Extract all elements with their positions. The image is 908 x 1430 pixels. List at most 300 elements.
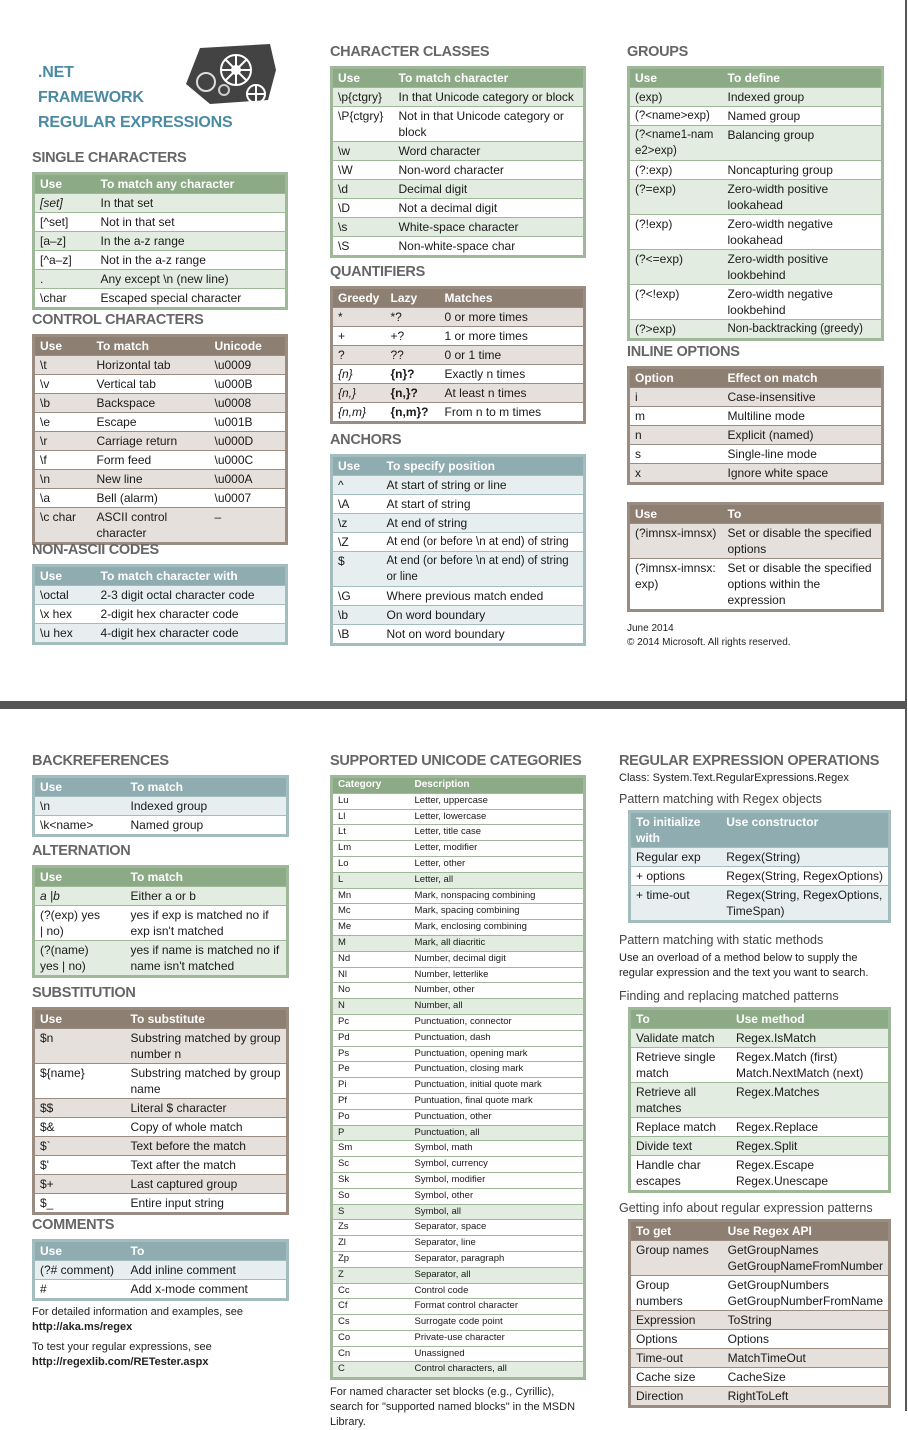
unicode-categories-table (330, 775, 586, 1380)
cell-category: S (332, 1204, 410, 1220)
cell-api: GetGroupNames GetGroupNameFromNumber (723, 1241, 890, 1276)
col-header: To match (126, 867, 288, 887)
table-row (629, 215, 883, 250)
table-row (630, 1083, 890, 1118)
cell-use: [^a–z] (34, 251, 96, 270)
table-row (332, 1346, 585, 1362)
table-row (332, 625, 585, 645)
cell-greedy: {n,m} (332, 403, 386, 423)
cell-option: x (629, 464, 723, 484)
cell-description: Punctuation, all (410, 1125, 585, 1141)
cell-desc: Explicit (named) (723, 426, 883, 445)
col-header: Effect on match (723, 368, 883, 388)
cell-use: $' (34, 1156, 126, 1175)
section-character-classes (330, 44, 586, 258)
find-replace-table (628, 1007, 891, 1193)
cell-lazy: *? (386, 308, 440, 327)
section-title: BACKREFERENCES (32, 753, 169, 769)
non-ascii-codes-table (32, 564, 288, 645)
cell-use: \a (34, 489, 92, 508)
cell-use: \r (34, 432, 92, 451)
table-row (332, 967, 585, 983)
cell-category: Mc (332, 904, 410, 920)
cell-description: Letter, uppercase (410, 793, 585, 809)
cell-use: [^set] (34, 213, 96, 232)
table-row (332, 1030, 585, 1046)
cell-lazy: {n,m}? (386, 403, 440, 423)
cell-use: \b (34, 394, 92, 413)
cell-use: \z (332, 514, 382, 533)
table-row (332, 142, 585, 161)
table-row (332, 935, 585, 951)
cell-desc: Balancing group (723, 126, 883, 161)
cell-desc: Entire input string (126, 1194, 288, 1214)
cell-lazy: +? (386, 327, 440, 346)
cell-use: (?# comment) (34, 1261, 126, 1280)
table-row (332, 161, 585, 180)
cell-description: Puntuation, final quote mark (410, 1093, 585, 1109)
table-row (332, 1078, 585, 1094)
cell-desc: At start of string (382, 495, 585, 514)
section-title: REGULAR EXPRESSION OPERATIONS (619, 753, 880, 769)
cell-use: (?=exp) (629, 180, 723, 215)
table-row (332, 384, 585, 403)
table-row (629, 285, 883, 320)
title-line-1: .NET (38, 64, 74, 81)
cell-description: Number, other (410, 983, 585, 999)
cell-to-get: Options (630, 1330, 723, 1349)
col-header: Use Regex API (723, 1221, 890, 1241)
section-backreferences (32, 753, 289, 837)
cell-category: M (332, 935, 410, 951)
cell-unicode: – (210, 508, 287, 544)
cell-use: \v (34, 375, 92, 394)
table-row (34, 251, 287, 270)
cell-description: Symbol, math (410, 1141, 585, 1157)
cell-category: Me (332, 920, 410, 936)
cell-category: Sc (332, 1157, 410, 1173)
cell-desc: Either a or b (126, 887, 288, 906)
cell-category: Sk (332, 1172, 410, 1188)
table-row (34, 1029, 288, 1064)
col-header: To match character with (96, 566, 287, 586)
cell-description: Letter, all (410, 872, 585, 888)
cell-desc: 0 or 1 time (440, 346, 585, 365)
cell-description: Mark, spacing combining (410, 904, 585, 920)
cell-use: \P{ctgry} (332, 107, 394, 142)
cell-desc: Zero-width positive lookbehind (723, 250, 883, 285)
cell-desc: Literal $ character (126, 1099, 288, 1118)
more-info-link[interactable]: http://aka.ms/regex (32, 1321, 133, 1333)
cell-to-get: Time-out (630, 1349, 723, 1368)
table-row (332, 1188, 585, 1204)
cell-use: \G (332, 587, 382, 606)
table-row (332, 365, 585, 384)
cell-unicode: \u0008 (210, 394, 287, 413)
cell-to-get: Direction (630, 1387, 723, 1407)
cell-description: Separator, paragraph (410, 1251, 585, 1267)
cell-desc: Bell (alarm) (92, 489, 210, 508)
col-header: To match (92, 336, 210, 356)
section-anchors (330, 432, 586, 646)
cell-use: \n (34, 470, 92, 489)
cell-desc: Where previous match ended (382, 587, 585, 606)
section-single-characters (32, 150, 288, 310)
cell-use: \c char (34, 508, 92, 544)
cell-unicode: \u000D (210, 432, 287, 451)
alternation-table (32, 865, 289, 978)
table-row (332, 809, 585, 825)
table-row (34, 1099, 288, 1118)
cell-description: Number, decimal digit (410, 951, 585, 967)
cell-use: $$ (34, 1099, 126, 1118)
table-row (332, 872, 585, 888)
table-row (332, 403, 585, 423)
footer-copyright: © 2014 Microsoft. All rights reserved. (627, 637, 791, 648)
cell-desc: In the a-z range (96, 232, 287, 251)
cell-use: \p{ctgry} (332, 88, 394, 107)
cell-use: \octal (34, 586, 96, 605)
table-row (332, 1220, 585, 1236)
col-header: Use (34, 1009, 126, 1029)
static-methods-text: Use an overload of a method below to supply the regular expression and the text you want to search. (619, 952, 869, 979)
cell-category: Zl (332, 1236, 410, 1252)
cell-use: (?>exp) (629, 320, 723, 340)
col-header: Lazy (386, 288, 440, 308)
cell-to-get: Group numbers (630, 1276, 723, 1311)
cell-use: (?:exp) (629, 161, 723, 180)
cell-use: (?imnsx-imnsx:exp) (629, 559, 723, 611)
table-row (332, 476, 585, 495)
cell-category: Pe (332, 1062, 410, 1078)
table-row (332, 1204, 585, 1220)
cell-category: Sm (332, 1141, 410, 1157)
table-row (629, 88, 883, 107)
cell-use: \A (332, 495, 382, 514)
cell-desc: New line (92, 470, 210, 489)
cell-desc: Named group (126, 816, 288, 836)
section-non-ascii-codes (32, 542, 288, 645)
table-row (630, 848, 890, 867)
section-operations (619, 753, 891, 1408)
cell-method: Regex.IsMatch (731, 1029, 890, 1048)
section-unicode-categories (330, 753, 586, 1430)
cell-use: (?(name) yes | no) (34, 941, 126, 977)
table-row (332, 1014, 585, 1030)
cell-greedy: * (332, 308, 386, 327)
cell-desc: Copy of whole match (126, 1118, 288, 1137)
tester-link[interactable]: http://regexlib.com/RETester.aspx (32, 1356, 209, 1368)
cell-description: Letter, modifier (410, 841, 585, 857)
cell-api: Options (723, 1330, 890, 1349)
table-row (629, 407, 883, 426)
col-header: Use (629, 68, 723, 88)
cell-category: Nl (332, 967, 410, 983)
cell-desc: Any except \n (new line) (96, 270, 287, 289)
cell-api: CacheSize (723, 1368, 890, 1387)
col-header: Description (410, 777, 585, 794)
cell-use: (?<=exp) (629, 250, 723, 285)
table-row (34, 270, 287, 289)
cell-use: ^ (332, 476, 382, 495)
cell-use: [a–z] (34, 232, 96, 251)
col-header: Use (629, 504, 723, 524)
cell-desc: In that Unicode category or block (394, 88, 585, 107)
cell-category: Ps (332, 1046, 410, 1062)
table-row (34, 451, 287, 470)
subsection-title: Pattern matching with Regex objects (619, 792, 822, 806)
cell-desc: yes if name is matched no if name isn't matched (126, 941, 288, 977)
cell-desc: Carriage return (92, 432, 210, 451)
cell-method: Regex.Match (first) Match.NextMatch (next) (731, 1048, 890, 1083)
table-row (332, 1315, 585, 1331)
inline-options-table (627, 366, 884, 485)
cell-desc: Escape (92, 413, 210, 432)
cell-unicode: \u000C (210, 451, 287, 470)
section-control-characters (32, 312, 288, 545)
cell-use: \b (332, 606, 382, 625)
cell-use: (?<name1-name2>exp) (629, 126, 723, 161)
substitution-table (32, 1007, 289, 1215)
table-row (332, 552, 585, 587)
cell-desc: Single-line mode (723, 445, 883, 464)
cell-greedy: {n,} (332, 384, 386, 403)
table-row (332, 514, 585, 533)
table-row (332, 1330, 585, 1346)
table-row (630, 1137, 890, 1156)
cell-desc: Text after the match (126, 1156, 288, 1175)
section-title: CONTROL CHARACTERS (32, 312, 204, 328)
cell-desc: Indexed group (723, 88, 883, 107)
cell-lazy: ?? (386, 346, 440, 365)
cell-option: n (629, 426, 723, 445)
table-row (332, 1362, 585, 1379)
cell-option: s (629, 445, 723, 464)
table-row (34, 816, 288, 836)
col-header: To (723, 504, 883, 524)
cell-ctor: Regex(String, RegexOptions) (721, 867, 889, 886)
cell-desc: Named group (723, 107, 883, 126)
cell-use: \u hex (34, 624, 96, 644)
gears-icon (180, 40, 280, 112)
cell-category: Mn (332, 888, 410, 904)
cell-description: Symbol, currency (410, 1157, 585, 1173)
cell-description: Mark, enclosing combining (410, 920, 585, 936)
cell-desc: ASCII control character (92, 508, 210, 544)
cell-ctor: Regex(String) (721, 848, 889, 867)
control-characters-table (32, 334, 288, 545)
table-row (332, 951, 585, 967)
table-row (630, 1029, 890, 1048)
col-header: To define (723, 68, 883, 88)
cell-use: ${name} (34, 1064, 126, 1099)
cell-desc: Substring matched by group name (126, 1064, 288, 1099)
cell-desc: Vertical tab (92, 375, 210, 394)
cell-desc: Decimal digit (394, 180, 585, 199)
cell-use: \Z (332, 533, 382, 552)
anchors-table (330, 454, 586, 646)
table-row (332, 533, 585, 552)
table-row (34, 1156, 288, 1175)
cell-desc: Not in that set (96, 213, 287, 232)
table-row (630, 1118, 890, 1137)
col-header: To (630, 1009, 731, 1029)
cell-description: Symbol, all (410, 1204, 585, 1220)
cell-use: (?imnsx-imnsx) (629, 524, 723, 559)
cell-description: Control characters, all (410, 1362, 585, 1379)
cell-unicode: \u0009 (210, 356, 287, 375)
table-row (332, 1093, 585, 1109)
cell-description: Number, all (410, 999, 585, 1015)
table-row (630, 1241, 890, 1276)
table-row (629, 388, 883, 407)
table-row (332, 841, 585, 857)
cell-api: ToString (723, 1311, 890, 1330)
table-row (34, 797, 288, 816)
cell-desc: Zero-width negative lookahead (723, 215, 883, 250)
cell-desc: Add x-mode comment (126, 1280, 288, 1300)
cell-description: Private-use character (410, 1330, 585, 1346)
cell-desc: Substring matched by group number n (126, 1029, 288, 1064)
table-row (34, 1137, 288, 1156)
cell-use: \B (332, 625, 382, 645)
table-row (332, 904, 585, 920)
table-row (332, 606, 585, 625)
cell-description: Letter, lowercase (410, 809, 585, 825)
cell-desc: 1 or more times (440, 327, 585, 346)
cell-use: \e (34, 413, 92, 432)
table-row (630, 1349, 890, 1368)
table-row (630, 1368, 890, 1387)
cell-description: Punctuation, closing mark (410, 1062, 585, 1078)
table-row (630, 1311, 890, 1330)
cell-use: . (34, 270, 96, 289)
table-row (34, 887, 288, 906)
cell-use: $n (34, 1029, 126, 1064)
col-header: Use (332, 68, 394, 88)
cell-desc: Not a decimal digit (394, 199, 585, 218)
col-header: Option (629, 368, 723, 388)
cell-use: \S (332, 237, 394, 257)
table-row (34, 624, 287, 644)
cell-description: Punctuation, other (410, 1109, 585, 1125)
cell-desc: 4-digit hex character code (96, 624, 287, 644)
page-divider (0, 701, 906, 709)
cell-use: $` (34, 1137, 126, 1156)
col-header: Use (34, 777, 126, 797)
cell-to: Retrieve single match (630, 1048, 731, 1083)
col-header: Greedy (332, 288, 386, 308)
cell-desc: 2-digit hex character code (96, 605, 287, 624)
cell-desc: Noncapturing group (723, 161, 883, 180)
table-row (34, 941, 288, 977)
cell-desc: 2-3 digit octal character code (96, 586, 287, 605)
cell-desc: At end (or before \n at end) of string (382, 533, 585, 552)
cell-init: Regular exp (630, 848, 722, 867)
col-header: Use (34, 174, 96, 194)
cell-desc: Last captured group (126, 1175, 288, 1194)
cell-lazy: {n}? (386, 365, 440, 384)
footer-date: June 2014 (627, 623, 674, 634)
cell-category: Ll (332, 809, 410, 825)
table-row (332, 1046, 585, 1062)
cell-category: Lm (332, 841, 410, 857)
table-row (332, 1236, 585, 1252)
col-header: To initialize with (630, 812, 722, 848)
table-row (34, 289, 287, 309)
cell-description: Punctuation, opening mark (410, 1046, 585, 1062)
cell-desc: Ignore white space (723, 464, 883, 484)
cell-use: $ (332, 552, 382, 587)
table-row (332, 825, 585, 841)
table-row (34, 586, 287, 605)
col-header: To specify position (382, 456, 585, 476)
cell-use: $+ (34, 1175, 126, 1194)
cell-category: Cs (332, 1315, 410, 1331)
cell-use: (?!exp) (629, 215, 723, 250)
cell-greedy: + (332, 327, 386, 346)
table-row (332, 1062, 585, 1078)
subsection-title: Finding and replacing matched patterns (619, 989, 839, 1003)
section-title: NON-ASCII CODES (32, 542, 159, 558)
table-row (34, 1064, 288, 1099)
cell-description: Separator, all (410, 1267, 585, 1283)
cell-description: Letter, title case (410, 825, 585, 841)
regex-objects-table (628, 810, 891, 923)
col-header: Use (34, 566, 96, 586)
cell-desc: Exactly n times (440, 365, 585, 384)
table-row (629, 250, 883, 285)
cell-description: Separator, line (410, 1236, 585, 1252)
cell-desc: In that set (96, 194, 287, 213)
cell-description: Punctuation, dash (410, 1030, 585, 1046)
cell-category: C (332, 1362, 410, 1379)
table-row (332, 180, 585, 199)
section-comments (32, 1217, 289, 1370)
cell-to: Validate match (630, 1029, 731, 1048)
cell-desc: Add inline comment (126, 1261, 288, 1280)
comments-table (32, 1239, 289, 1301)
section-substitution (32, 985, 289, 1215)
cell-use: \f (34, 451, 92, 470)
table-row (34, 213, 287, 232)
cell-desc: Text before the match (126, 1137, 288, 1156)
table-row (34, 432, 287, 451)
cell-desc: Not in the a-z range (96, 251, 287, 270)
cell-to-get: Group names (630, 1241, 723, 1276)
cell-description: Mark, nonspacing combining (410, 888, 585, 904)
table-row (34, 1118, 288, 1137)
cell-category: P (332, 1125, 410, 1141)
col-header: To match character (394, 68, 585, 88)
cell-api: GetGroupNumbers GetGroupNumberFromName (723, 1276, 890, 1311)
table-row (630, 886, 890, 922)
table-row (34, 1194, 288, 1214)
table-row (34, 470, 287, 489)
section-title: INLINE OPTIONS (627, 344, 740, 360)
table-row (332, 1251, 585, 1267)
cell-category: Pf (332, 1093, 410, 1109)
table-row (332, 856, 585, 872)
cell-use: \W (332, 161, 394, 180)
cell-desc: At end of string (382, 514, 585, 533)
table-row (332, 1267, 585, 1283)
cell-use: \D (332, 199, 394, 218)
groups-table (627, 66, 884, 341)
cell-category: Nd (332, 951, 410, 967)
cell-method: Regex.Replace (731, 1118, 890, 1137)
table-row (34, 605, 287, 624)
